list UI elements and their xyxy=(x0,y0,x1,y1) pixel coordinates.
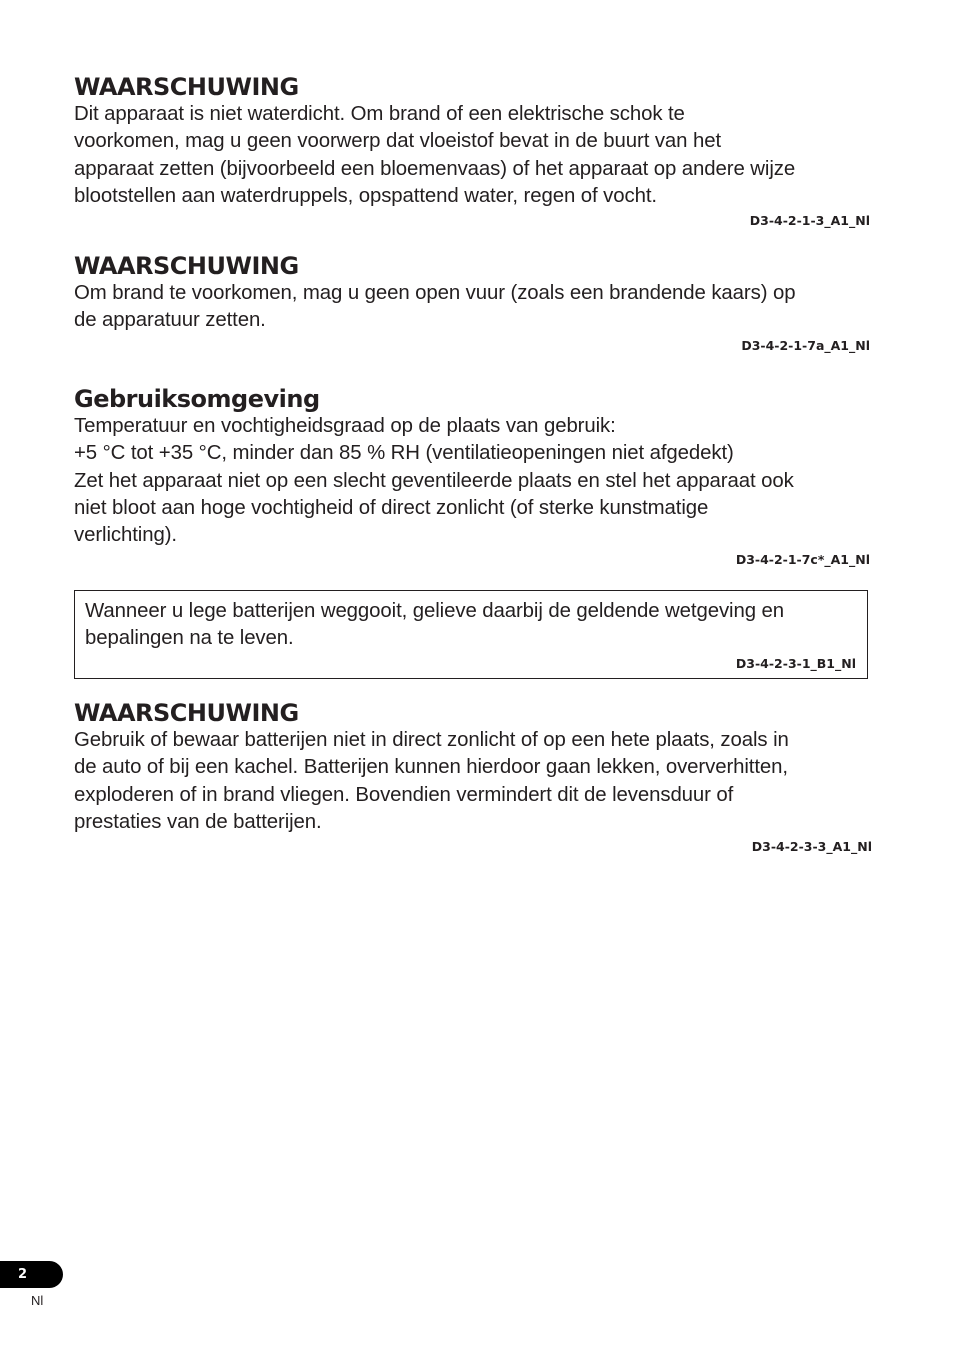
operating-environment-section xyxy=(74,385,870,568)
warning-waterproof-section xyxy=(74,73,870,229)
warning-open-fire-section xyxy=(74,252,870,354)
notice-body xyxy=(85,598,856,653)
reference-code: D3-4-2-3-3_A1_Nl xyxy=(751,839,872,855)
body-line: prestaties van de batterijen. xyxy=(74,810,322,833)
section-body xyxy=(74,727,872,836)
body-line: Om brand te voorkomen, mag u geen open vuur (zoals een brandende kaars) op xyxy=(74,282,796,304)
section-heading: WAARSCHUWING xyxy=(74,73,299,101)
section-body xyxy=(74,280,870,335)
section-heading: Gebruiksomgeving xyxy=(74,385,320,413)
body-line: de auto of bij een kachel. Batterijen kunnen hierdoor gaan lekken, oververhitten, xyxy=(74,756,788,779)
body-line: Temperatuur en vochtigheidsgraad op de plaats van gebruik: xyxy=(74,415,616,437)
body-line: bepalingen na te leven. xyxy=(85,627,294,650)
section-heading: WAARSCHUWING xyxy=(74,252,299,280)
body-line: niet bloot aan hoge vochtigheid of direct zonlicht (of sterke kunstmatige xyxy=(74,496,709,519)
reference-code: D3-4-2-1-7a_A1_Nl xyxy=(741,337,870,353)
body-line: Wanneer u lege batterijen weggooit, gelieve daarbij de geldende wetgeving en xyxy=(85,600,785,622)
battery-disposal-notice-box xyxy=(74,590,868,679)
reference-code: D3-4-2-1-7c*_A1_Nl xyxy=(735,552,870,568)
body-line: exploderen of in brand vliegen. Bovendien vermindert dit de levensduur of xyxy=(74,783,734,806)
section-heading: WAARSCHUWING xyxy=(74,699,299,727)
body-line: Zet het apparaat niet op een slecht geventileerde plaats en stel het apparaat ook xyxy=(74,469,794,492)
language-label: Nl xyxy=(31,1293,44,1308)
section-body xyxy=(74,413,870,549)
body-line: blootstellen aan waterdruppels, opspattend water, regen of vocht. xyxy=(74,184,657,207)
body-line: verlichting). xyxy=(74,524,177,547)
section-body xyxy=(74,101,870,210)
warning-batteries-section xyxy=(74,699,872,855)
reference-code: D3-4-2-3-1_B1_Nl xyxy=(735,655,856,671)
page-number-tab: 2 xyxy=(0,1261,63,1288)
body-line: +5 °C tot +35 °C, minder dan 85 % RH (ventilatieopeningen niet afgedekt) xyxy=(74,442,734,465)
reference-code: D3-4-2-1-3_A1_Nl xyxy=(749,213,870,229)
body-line: voorkomen, mag u geen voorwerp dat vloeistof bevat in de buurt van het xyxy=(74,130,722,153)
body-line: Gebruik of bewaar batterijen niet in direct zonlicht of op een hete plaats, zoals in xyxy=(74,729,789,751)
body-line: apparaat zetten (bijvoorbeeld een bloemenvaas) of het apparaat op andere wijze xyxy=(74,157,796,180)
body-line: Dit apparaat is niet waterdicht. Om brand of een elektrische schok te xyxy=(74,103,685,125)
body-line: de apparatuur zetten. xyxy=(74,309,266,332)
